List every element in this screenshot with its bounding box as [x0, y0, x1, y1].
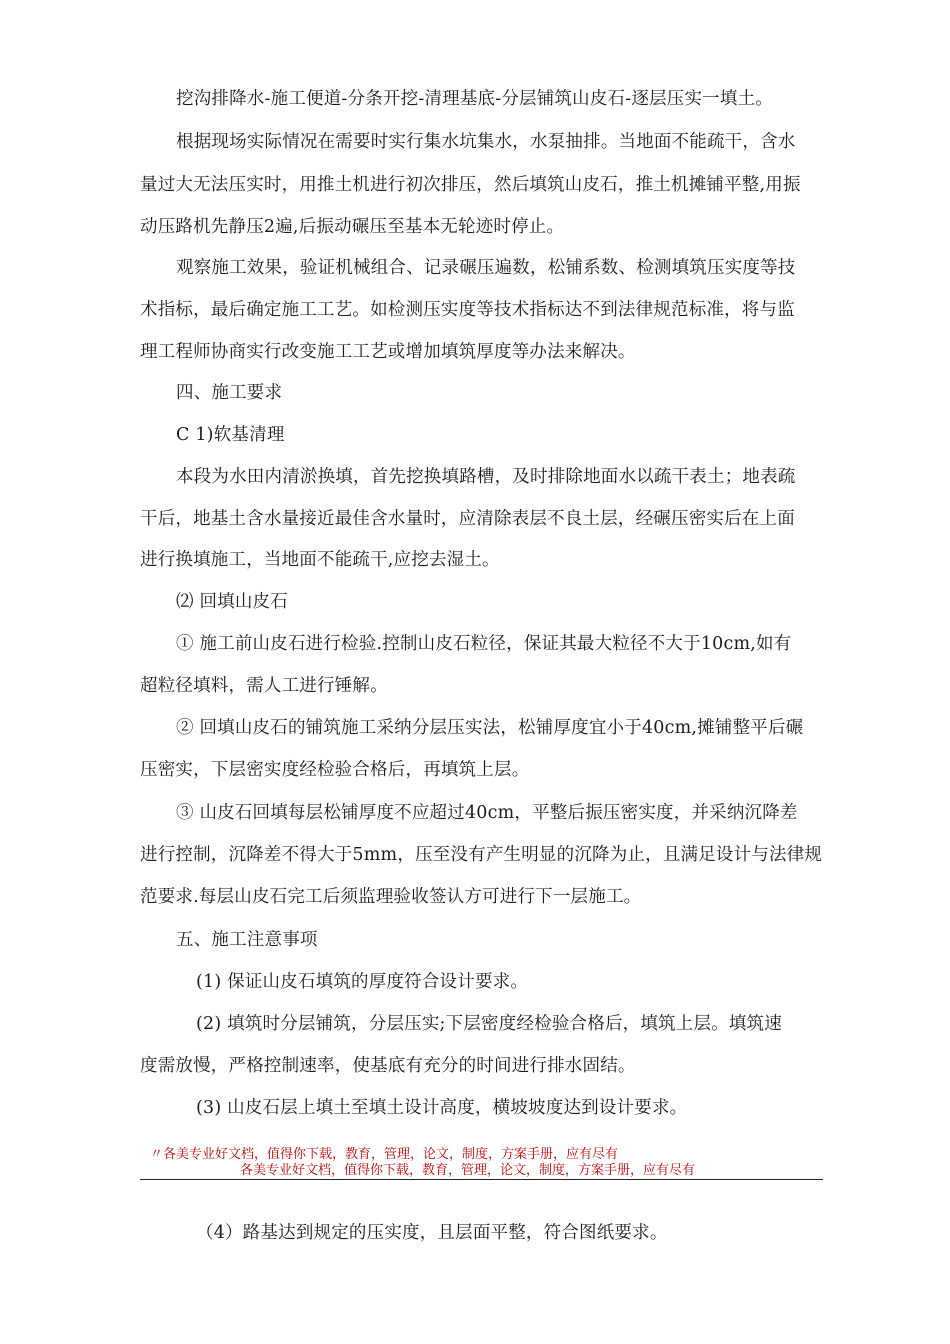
footer-rule	[140, 1179, 823, 1180]
text-line: 术指标，最后确定施工工艺。如检测压实度等技术指标达不到法律规范标准，将与监	[140, 300, 795, 320]
text-line: 压密实，下层密实度经检验合格后，再填筑上层。	[140, 760, 530, 780]
text-line: (2) 填筑时分层铺筑，分层压实;下层密度经检验合格后，填筑上层。填筑速	[196, 1014, 782, 1034]
text-line: 范要求.每层山皮石完工后须监理验收签认方可进行下一层施工。	[140, 887, 642, 907]
text-line: ③ 山皮石回填每层松铺厚度不应超过40cm，平整后振压密实度，并采纳沉降差	[176, 803, 798, 823]
text-line: 理工程师协商实行改变施工工艺或增加填筑厚度等办法来解决。	[140, 342, 636, 362]
text-line: ② 回填山皮石的铺筑施工采纳分层压实法，松铺厚度宜小于40cm,摊铺整平后碾	[176, 718, 804, 738]
subsection-heading: C 1)软基清理	[176, 425, 285, 445]
text-line: ① 施工前山皮石进行检验.控制山皮石粒径，保证其最大粒径不大于10cm,如有	[176, 634, 792, 654]
text-line: 根据现场实际情况在需要时实行集水坑集水，水泵抽排。当地面不能疏干，含水	[176, 132, 796, 152]
section-heading: 五、施工注意事项	[176, 930, 318, 950]
next-page-line: （4）路基达到规定的压实度，且层面平整，符合图纸要求。	[196, 1223, 668, 1243]
text-line: 进行换填施工，当地面不能疏干,应挖去湿土。	[140, 550, 500, 570]
text-line: 观察施工效果，验证机械组合、记录碾压遍数，松铺系数、检测填筑压实度等技	[176, 258, 796, 278]
text-line: 进行控制，沉降差不得大于5mm，压至没有产生明显的沉降为止，且满足设计与法律规	[140, 845, 823, 865]
text-line: 挖沟排降水-施工便道-分条开挖-清理基底-分层铺筑山皮石-逐层压实一填土。	[176, 89, 773, 109]
section-heading: 四、施工要求	[176, 383, 283, 403]
text-line: 超粒径填料，需人工进行锤解。	[140, 676, 388, 696]
text-line: (3) 山皮石层上填土至填土设计高度，横坡坡度达到设计要求。	[196, 1098, 688, 1118]
text-line: (1) 保证山皮石填筑的厚度符合设计要求。	[196, 972, 529, 992]
text-line: 动压路机先静压2遍,后振动碾压至基本无轮迹时停止。	[140, 217, 565, 237]
text-line: 量过大无法压实时，用推土机进行初次排压，然后填筑山皮石，推土机摊铺平整,用振	[140, 175, 801, 195]
text-line: 干后，地基土含水量接近最佳含水量时，应清除表层不良土层，经碾压密实后在上面	[140, 509, 795, 529]
text-line: 度需放慢，严格控制速率，使基底有充分的时间进行排水固结。	[140, 1056, 636, 1076]
footer-note: 各美专业好文档，值得你下载，教育，管理，论文，制度，方案手册，应有尽有	[240, 1163, 696, 1178]
subsection-heading: ⑵ 回填山皮石	[176, 592, 288, 612]
footer-note: 〃各美专业好文档，值得你下载，教育，管理，论文，制度，方案手册，应有尽有	[150, 1147, 619, 1162]
text-line: 本段为水田内清淤换填，首先挖换填路槽，及时排除地面水以疏干表土；地表疏	[176, 467, 796, 487]
